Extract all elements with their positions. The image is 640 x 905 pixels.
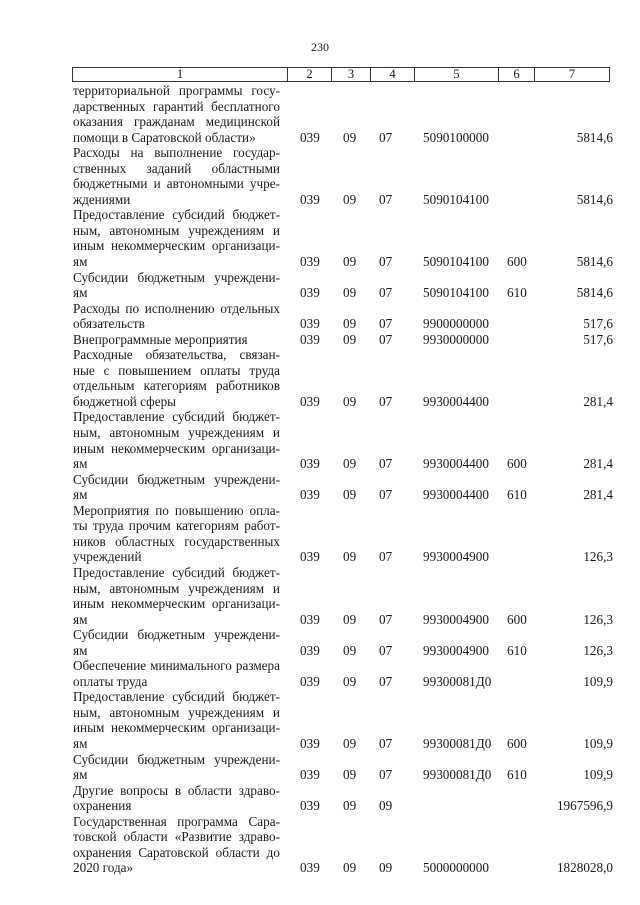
amount: 126,3 bbox=[583, 549, 613, 565]
expense-type-code: 610 bbox=[507, 285, 527, 301]
description-line: товской области «Развитие здраво- bbox=[73, 829, 280, 845]
row-description bbox=[73, 472, 280, 503]
table-row bbox=[73, 472, 613, 503]
target-article-code: 9930004900 bbox=[423, 549, 489, 565]
table-row bbox=[73, 658, 613, 689]
amount: 126,3 bbox=[583, 642, 613, 658]
amount: 281,4 bbox=[583, 487, 613, 503]
header-col-1: 1 bbox=[176, 67, 184, 81]
row-description bbox=[73, 207, 280, 269]
target-article-code: 99300081Д0 bbox=[423, 673, 492, 689]
target-article-code: 99300081Д0 bbox=[423, 735, 492, 751]
description-line: ные с повышением оплаты труда bbox=[73, 362, 280, 378]
amount: 5814,6 bbox=[576, 285, 613, 301]
subsection-code: 07 bbox=[379, 487, 393, 503]
table-row bbox=[73, 689, 613, 751]
target-article-code: 5090104100 bbox=[423, 285, 489, 301]
expense-type-code: 600 bbox=[507, 735, 527, 751]
subsection-code: 09 bbox=[379, 798, 393, 814]
description-line: Обеспечение минимального размера bbox=[73, 658, 280, 674]
row-description bbox=[73, 814, 280, 876]
description-line: охранения bbox=[73, 798, 132, 814]
amount: 1967596,9 bbox=[556, 798, 613, 814]
row-description bbox=[73, 409, 280, 471]
expense-type-code: 610 bbox=[507, 642, 527, 658]
expense-type-code: 610 bbox=[507, 767, 527, 783]
section-code: 09 bbox=[343, 487, 357, 503]
row-description bbox=[73, 565, 280, 627]
target-article-code: 9930004400 bbox=[423, 456, 489, 472]
section-code: 09 bbox=[343, 673, 357, 689]
row-description bbox=[73, 83, 280, 145]
amount: 5814,6 bbox=[576, 254, 613, 270]
header-col-6: 6 bbox=[498, 68, 534, 81]
section-code: 09 bbox=[343, 860, 357, 876]
expense-type-code: 600 bbox=[507, 456, 527, 472]
ministry-code: 039 bbox=[300, 767, 320, 783]
amount: 109,9 bbox=[583, 735, 613, 751]
ministry-code: 039 bbox=[300, 129, 320, 145]
description-line: ты труда прочим категориям работ- bbox=[73, 518, 280, 534]
ministry-code: 039 bbox=[300, 611, 320, 627]
subsection-code: 07 bbox=[379, 549, 393, 565]
ministry-code: 039 bbox=[300, 487, 320, 503]
amount: 281,4 bbox=[583, 456, 613, 472]
row-description bbox=[73, 347, 280, 409]
description-line: ным, автономным учреждениям и bbox=[73, 704, 280, 720]
description-line: ям bbox=[73, 735, 88, 751]
section-code: 09 bbox=[343, 129, 357, 145]
target-article-code: 9930004400 bbox=[423, 393, 489, 409]
subsection-code: 07 bbox=[379, 735, 393, 751]
description-line: Другие вопросы в области здраво- bbox=[73, 782, 280, 798]
description-line: помощи в Саратовской области» bbox=[73, 129, 256, 145]
target-article-code: 9930004400 bbox=[423, 487, 489, 503]
description-line: ным, автономным учреждениям и bbox=[73, 425, 280, 441]
subsection-code: 07 bbox=[379, 331, 393, 347]
section-code: 09 bbox=[343, 767, 357, 783]
table-row bbox=[73, 565, 613, 627]
table-row bbox=[73, 627, 613, 658]
description-line: ям bbox=[73, 642, 88, 658]
table-row bbox=[73, 347, 613, 409]
section-code: 09 bbox=[343, 285, 357, 301]
description-line: Расходы на выполнение государ- bbox=[73, 145, 280, 161]
description-line: Внепрограммные мероприятия bbox=[73, 331, 248, 347]
target-article-code: 5090100000 bbox=[423, 129, 489, 145]
subsection-code: 07 bbox=[379, 191, 393, 207]
description-line: ям bbox=[73, 767, 88, 783]
description-line: ным, автономным учреждениям и bbox=[73, 580, 280, 596]
ministry-code: 039 bbox=[300, 642, 320, 658]
description-line: 2020 года» bbox=[73, 860, 134, 876]
header-col-4: 4 bbox=[370, 68, 414, 81]
section-code: 09 bbox=[343, 316, 357, 332]
header-col-5: 5 bbox=[414, 68, 498, 81]
expense-type-code: 600 bbox=[507, 611, 527, 627]
description-line: иным некоммерческим организаци- bbox=[73, 238, 280, 254]
amount: 517,6 bbox=[583, 316, 613, 332]
table-row bbox=[73, 814, 613, 876]
ministry-code: 039 bbox=[300, 798, 320, 814]
description-line: охранения Саратовской области до bbox=[73, 844, 280, 860]
description-line: Расходы по исполнению отдельных bbox=[73, 300, 280, 316]
table-body bbox=[73, 83, 613, 876]
row-description bbox=[73, 270, 280, 301]
row-description bbox=[73, 783, 280, 814]
amount: 126,3 bbox=[583, 611, 613, 627]
section-code: 09 bbox=[343, 331, 357, 347]
section-code: 09 bbox=[343, 549, 357, 565]
table-row bbox=[73, 752, 613, 783]
header-col-3: 3 bbox=[331, 68, 370, 81]
section-code: 09 bbox=[343, 393, 357, 409]
ministry-code: 039 bbox=[300, 191, 320, 207]
amount: 109,9 bbox=[583, 767, 613, 783]
subsection-code: 07 bbox=[379, 456, 393, 472]
amount: 1828028,0 bbox=[556, 860, 613, 876]
target-article-code: 99300081Д0 bbox=[423, 767, 492, 783]
subsection-code: 07 bbox=[379, 642, 393, 658]
row-description bbox=[73, 658, 280, 689]
description-line: ям bbox=[73, 254, 88, 270]
subsection-code: 07 bbox=[379, 611, 393, 627]
row-description bbox=[73, 627, 280, 658]
expense-type-code: 610 bbox=[507, 487, 527, 503]
amount: 517,6 bbox=[583, 331, 613, 347]
description-line: Государственная программа Сара- bbox=[73, 813, 280, 829]
section-code: 09 bbox=[343, 798, 357, 814]
table-row bbox=[73, 83, 613, 145]
section-code: 09 bbox=[343, 191, 357, 207]
description-line: Предоставление субсидий бюджет- bbox=[73, 564, 280, 580]
description-line: территориальной программы госу- bbox=[73, 83, 280, 98]
table-row bbox=[73, 207, 613, 269]
description-line: Предоставление субсидий бюджет- bbox=[73, 207, 280, 223]
subsection-code: 07 bbox=[379, 285, 393, 301]
description-line: ственных заданий областными bbox=[73, 160, 280, 176]
ministry-code: 039 bbox=[300, 673, 320, 689]
description-line: бюджетными и автономными учре- bbox=[73, 176, 280, 192]
amount: 109,9 bbox=[583, 673, 613, 689]
row-description bbox=[73, 503, 280, 565]
row-description bbox=[73, 301, 280, 332]
description-line: ям bbox=[73, 285, 88, 301]
section-code: 09 bbox=[343, 456, 357, 472]
section-code: 09 bbox=[343, 735, 357, 751]
description-line: Субсидии бюджетным учреждени- bbox=[73, 471, 280, 487]
subsection-code: 07 bbox=[379, 393, 393, 409]
description-line: иным некоммерческим организаци- bbox=[73, 596, 280, 612]
ministry-code: 039 bbox=[300, 860, 320, 876]
ministry-code: 039 bbox=[300, 393, 320, 409]
description-line: дарственных гарантий бесплатного bbox=[73, 98, 280, 114]
description-line: Субсидии бюджетным учреждени- bbox=[73, 751, 280, 767]
table-row bbox=[73, 270, 613, 301]
description-line: Субсидии бюджетным учреждени- bbox=[73, 269, 280, 285]
amount: 5814,6 bbox=[576, 129, 613, 145]
target-article-code: 5090104100 bbox=[423, 254, 489, 270]
description-line: оказания гражданам медицинской bbox=[73, 114, 280, 130]
ministry-code: 039 bbox=[300, 456, 320, 472]
description-line: ждениями bbox=[73, 191, 131, 207]
description-line: иным некоммерческим организаци- bbox=[73, 440, 280, 456]
table-row bbox=[73, 783, 613, 814]
table-row bbox=[73, 301, 613, 332]
description-line: ям bbox=[73, 611, 88, 627]
description-line: Предоставление субсидий бюджет- bbox=[73, 689, 280, 705]
description-line: Субсидии бюджетным учреждени- bbox=[73, 627, 280, 643]
description-line: иным некоммерческим организаци- bbox=[73, 720, 280, 736]
row-description bbox=[73, 752, 280, 783]
ministry-code: 039 bbox=[300, 735, 320, 751]
header-col-7: 7 bbox=[534, 68, 609, 81]
section-code: 09 bbox=[343, 611, 357, 627]
subsection-code: 07 bbox=[379, 129, 393, 145]
description-line: Расходные обязательства, связан- bbox=[73, 347, 280, 363]
description-line: ям bbox=[73, 456, 88, 472]
table-row bbox=[73, 409, 613, 471]
header-col-2: 2 bbox=[287, 68, 331, 81]
description-line: бюджетной сферы bbox=[73, 393, 177, 409]
subsection-code: 07 bbox=[379, 316, 393, 332]
ministry-code: 039 bbox=[300, 316, 320, 332]
table-row bbox=[73, 145, 613, 207]
description-line: ников областных государственных bbox=[73, 533, 280, 549]
subsection-code: 09 bbox=[379, 860, 393, 876]
description-line: отдельным категориям работников bbox=[73, 378, 280, 394]
description-line: учреждений bbox=[73, 549, 142, 565]
amount: 281,4 bbox=[583, 393, 613, 409]
table-row bbox=[73, 332, 613, 348]
target-article-code: 9930000000 bbox=[423, 331, 489, 347]
description-line: оплаты труда bbox=[73, 673, 148, 689]
description-line: обязательств bbox=[73, 316, 145, 332]
description-line: ным, автономным учреждениям и bbox=[73, 222, 280, 238]
target-article-code: 9900000000 bbox=[423, 316, 489, 332]
description-line: Предоставление субсидий бюджет- bbox=[73, 409, 280, 425]
subsection-code: 07 bbox=[379, 254, 393, 270]
expense-type-code: 600 bbox=[507, 254, 527, 270]
subsection-code: 07 bbox=[379, 767, 393, 783]
amount: 5814,6 bbox=[576, 191, 613, 207]
subsection-code: 07 bbox=[379, 673, 393, 689]
section-code: 09 bbox=[343, 642, 357, 658]
ministry-code: 039 bbox=[300, 549, 320, 565]
description-line: Мероприятия по повышению опла- bbox=[73, 502, 280, 518]
table-header bbox=[72, 67, 610, 82]
target-article-code: 9930004900 bbox=[423, 642, 489, 658]
row-description bbox=[73, 332, 280, 348]
page-number: 230 bbox=[311, 40, 329, 54]
row-description bbox=[73, 689, 280, 751]
row-description bbox=[73, 145, 280, 207]
ministry-code: 039 bbox=[300, 285, 320, 301]
target-article-code: 9930004900 bbox=[423, 611, 489, 627]
section-code: 09 bbox=[343, 254, 357, 270]
ministry-code: 039 bbox=[300, 254, 320, 270]
description-line: ям bbox=[73, 487, 88, 503]
ministry-code: 039 bbox=[300, 331, 320, 347]
target-article-code: 5000000000 bbox=[423, 860, 489, 876]
table-row bbox=[73, 503, 613, 565]
target-article-code: 5090104100 bbox=[423, 191, 489, 207]
